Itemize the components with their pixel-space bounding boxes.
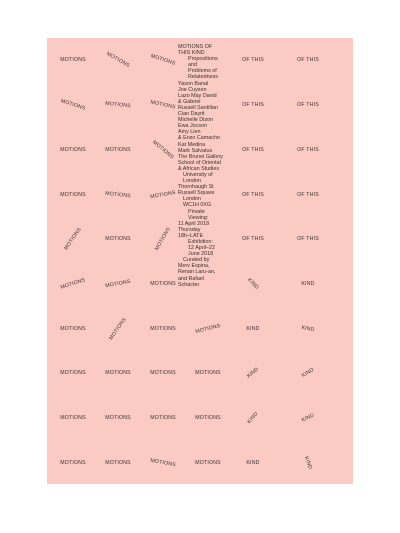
info-line: Renan Laru-an,	[178, 269, 216, 276]
motions-word: MOTIONS	[105, 236, 131, 242]
of-this-word: OF THIS	[242, 147, 264, 153]
of-this-word: OF THIS	[242, 236, 264, 242]
info-line: Joe Cuyson	[178, 86, 207, 93]
motions-word: MOTIONS	[150, 281, 176, 287]
motions-word: MOTIONS	[150, 415, 176, 421]
info-line: Curated by	[183, 257, 210, 264]
motions-word: MOTIONS	[60, 460, 86, 466]
info-line: MOTIONS OF	[178, 44, 213, 50]
motions-word: MOTIONS	[60, 326, 86, 332]
info-line: Propositions	[188, 56, 218, 63]
info-line: 11 April 2018	[178, 220, 210, 227]
of-this-word: OF THIS	[242, 57, 264, 63]
of-this-word: OF THIS	[242, 102, 264, 108]
info-line: Amy Lien	[178, 129, 201, 136]
info-line: THIS KIND	[178, 50, 205, 57]
info-line: June 2018	[188, 251, 214, 258]
info-line: Merv Espina,	[178, 263, 210, 270]
info-line: Kat Medina	[178, 141, 206, 148]
kind-word: KIND	[301, 281, 315, 287]
kind-word: KIND	[300, 412, 316, 424]
motions-word: MOTIONS	[150, 370, 176, 376]
motions-word: MOTIONS	[153, 226, 173, 252]
of-this-word: OF THIS	[297, 57, 319, 63]
info-line: Lazo May David	[178, 92, 217, 99]
poster	[47, 38, 353, 484]
motions-word: MOTIONS	[104, 100, 132, 110]
motions-word: MOTIONS	[195, 370, 221, 376]
motions-word: MOTIONS	[194, 322, 222, 336]
info-line: London	[183, 196, 201, 203]
motions-word: MOTIONS	[105, 415, 131, 421]
motions-word: MOTIONS	[195, 460, 221, 466]
of-this-word: OF THIS	[297, 236, 319, 242]
info-line: Cian Dayrit	[178, 111, 205, 118]
motions-word: MOTIONS	[149, 189, 177, 201]
motions-word: MOTIONS	[60, 147, 86, 153]
motions-word: MOTIONS	[63, 226, 83, 252]
info-line: London	[183, 178, 201, 185]
kind-word: KIND	[246, 326, 260, 332]
motions-word: MOTIONS	[105, 50, 131, 70]
info-line: & Gabriel	[178, 98, 201, 105]
motions-word: MOTIONS	[60, 57, 86, 63]
motions-word: MOTIONS	[60, 370, 86, 376]
kind-word: KIND	[300, 367, 316, 379]
motions-word: MOTIONS	[104, 190, 132, 200]
motions-word: MOTIONS	[195, 415, 221, 421]
info-line: and Rafael	[178, 275, 205, 282]
info-line: 12 April–22	[188, 245, 215, 252]
info-line: University of	[183, 171, 213, 178]
info-line: Schacter	[178, 281, 200, 288]
info-line: Problems of	[188, 68, 217, 75]
motions-word: MOTIONS	[151, 139, 175, 161]
kind-word: KIND	[246, 277, 260, 291]
info-line: Private	[188, 208, 205, 215]
kind-word: KIND	[246, 460, 260, 466]
kind-word: KIND	[300, 324, 316, 334]
info-line: WC1H 0XG	[183, 202, 212, 209]
info-line: Relatedness	[188, 74, 218, 81]
motions-word: MOTIONS	[149, 53, 177, 67]
info-line: Exhibition:	[188, 239, 213, 245]
info-line: Thursday	[178, 226, 201, 233]
kind-word: KIND	[302, 455, 314, 471]
motions-word: MOTIONS	[59, 277, 87, 291]
info-line: School of Oriental	[178, 159, 221, 166]
motions-word: MOTIONS	[60, 415, 86, 421]
motions-word: MOTIONS	[149, 99, 177, 111]
info-line: Michelle Dizon	[178, 117, 214, 124]
exhibition-info	[178, 44, 236, 288]
motions-word: MOTIONS	[59, 98, 87, 112]
info-line: Viewing:	[188, 214, 209, 221]
kind-word: KIND	[246, 411, 260, 425]
info-line: Thornhaugh St	[178, 184, 214, 191]
motions-word: MOTIONS	[105, 147, 131, 153]
of-this-word: OF THIS	[297, 102, 319, 108]
info-line: Russell Santillan	[178, 104, 218, 111]
of-this-word: OF THIS	[297, 147, 319, 153]
of-this-word: OF THIS	[242, 192, 264, 198]
motions-word: MOTIONS	[150, 326, 176, 332]
motions-word: MOTIONS	[104, 278, 132, 290]
of-this-word: OF THIS	[297, 192, 319, 198]
info-line: 18h–LATE	[178, 232, 204, 239]
info-line: & Enzo Camacho	[178, 135, 220, 142]
info-line: Yason Banal	[178, 80, 209, 87]
motions-word: MOTIONS	[108, 316, 128, 342]
info-line: Ewa Jocson	[178, 123, 208, 130]
info-line: Russell Square	[178, 190, 215, 197]
motions-word: MOTIONS	[105, 370, 131, 376]
info-line: The Brunei Gallery	[178, 153, 223, 160]
motions-word: MOTIONS	[60, 192, 86, 198]
info-line: and	[188, 62, 197, 69]
info-line: & African Studies	[178, 165, 220, 172]
info-line: Mark Salvatus	[178, 147, 213, 154]
kind-word: KIND	[246, 366, 260, 380]
motions-word: MOTIONS	[105, 460, 131, 466]
motions-word: MOTIONS	[149, 457, 177, 469]
